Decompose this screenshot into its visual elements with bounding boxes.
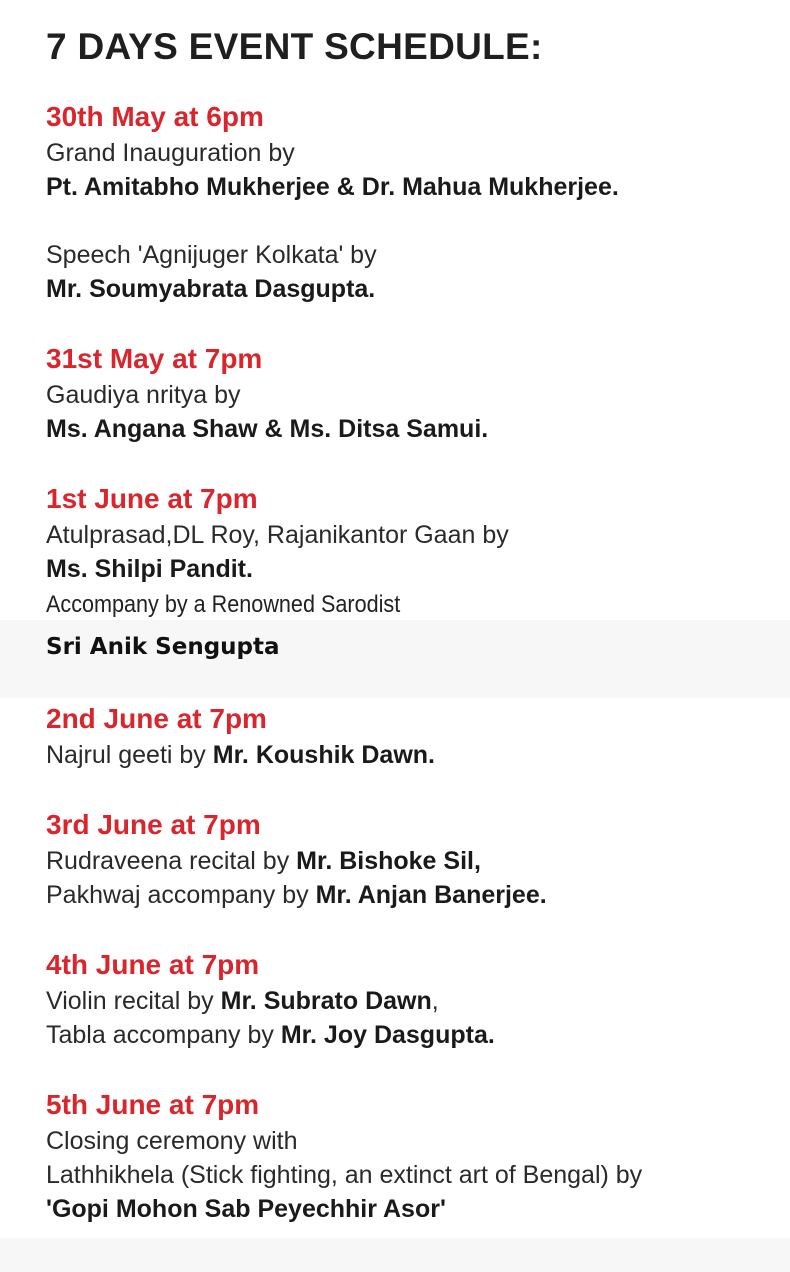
page-title: 7 DAYS EVENT SCHEDULE:: [46, 26, 543, 67]
event-description: Najrul geeti by: [46, 741, 213, 769]
event-description: Accompany by a Renowned Sarodist: [46, 591, 401, 618]
event-description: Closing ceremony with: [46, 1127, 298, 1155]
event-line: [46, 984, 439, 1018]
event-line: [46, 844, 481, 878]
event-performer: Ms. Shilpi Pandit.: [46, 555, 253, 583]
event-date: 30th May at 6pm: [46, 101, 264, 132]
event-performer: Ms. Angana Shaw & Ms. Ditsa Samui.: [46, 415, 489, 443]
event-date: 31st May at 7pm: [46, 343, 263, 374]
event-description: Rudraveena recital by: [46, 847, 297, 875]
event-performer: Mr. Bishoke Sil,: [296, 847, 481, 875]
event-performer: 'Gopi Mohon Sab Peyechhir Asor': [46, 1195, 446, 1223]
event-performer: Mr. Koushik Dawn.: [212, 741, 436, 769]
event-description: Pakhwaj accompany by: [46, 881, 316, 909]
event-performer: Pt. Amitabho Mukherjee & Dr. Mahua Mukherjee.: [46, 173, 619, 201]
event-description: Violin recital by: [46, 987, 221, 1015]
event-line: [46, 878, 547, 912]
event-performer: Sri Anik Sengupta: [46, 634, 280, 660]
event-performer: Mr. Joy Dasgupta.: [280, 1021, 495, 1049]
event-description: Tabla accompany by: [46, 1021, 281, 1049]
event-date: 4th June at 7pm: [46, 949, 260, 980]
event-description: Grand Inauguration by: [46, 139, 295, 167]
event-date: 1st June at 7pm: [46, 483, 258, 514]
bottom-band: [0, 1238, 790, 1272]
event-performer: Mr. Subrato Dawn: [220, 987, 432, 1015]
event-date: 5th June at 7pm: [46, 1089, 260, 1120]
event-description: Gaudiya nritya by: [46, 381, 241, 409]
event-description: Atulprasad,DL Roy, Rajanikantor Gaan by: [46, 521, 509, 549]
event-line: [46, 738, 435, 772]
event-description: Lathhikhela (Stick fighting, an extinct art of Bengal) by: [46, 1161, 643, 1189]
event-line: [46, 1018, 495, 1052]
event-description: Speech 'Agnijuger Kolkata' by: [46, 241, 377, 269]
event-punctuation: ,: [431, 987, 439, 1015]
event-performer: Mr. Anjan Banerjee.: [315, 881, 547, 909]
event-date: 2nd June at 7pm: [46, 703, 267, 734]
event-performer: Mr. Soumyabrata Dasgupta.: [46, 275, 376, 303]
event-date: 3rd June at 7pm: [46, 809, 261, 840]
